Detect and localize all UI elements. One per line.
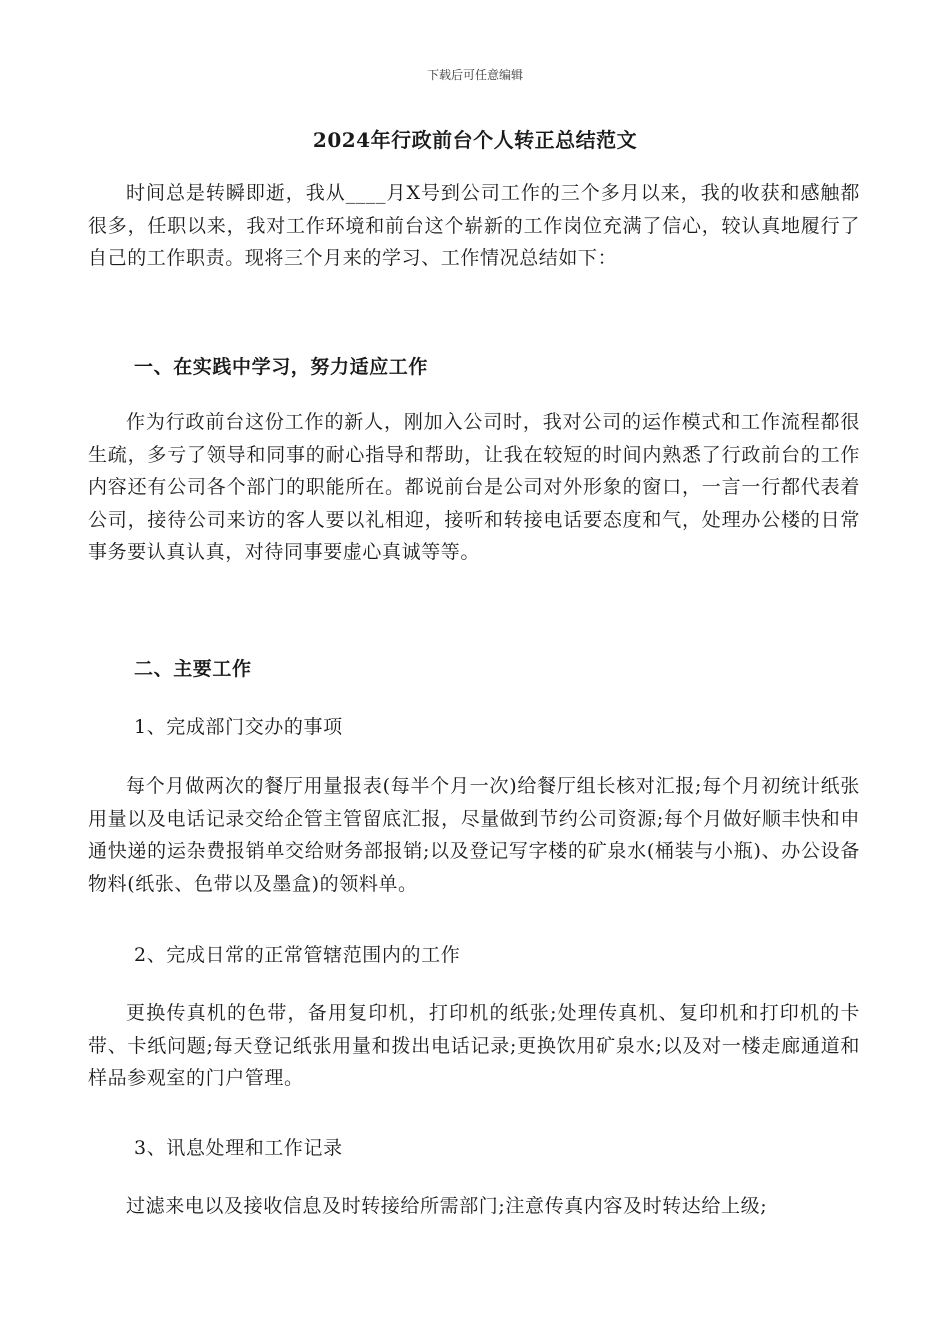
section1-paragraph: 作为行政前台这份工作的新人，刚加入公司时，我对公司的运作模式和工作流程都很生疏，多亏了领导和同事的耐心指导和帮助，让我在较短的时间内熟悉了行政前台的工作内容还有公司各个部门的职能所在。都说前台是公司对外形象的窗口，一言一行都代表着公司，接待公司来访的客人要以礼相迎，接听和转接电话要态度和气，处理办公楼的日常事务要认真认真，对待同事要虚心真诚等等。	[88, 411, 860, 563]
document-title: 2024年行政前台个人转正总结范文	[312, 128, 638, 152]
section2-heading: 二、主要工作	[134, 658, 252, 680]
section2-item1-paragraph: 每个月做两次的餐厅用量报表(每半个月一次)给餐厅组长核对汇报;每个月初统计纸张用量以及电话记录交给企管主管留底汇报，尽量做到节约公司资源;每个月做好顺丰快和申通快递的运杂费报销单交给财务部报销;以及登记写字楼的矿泉水(桶装与小瓶)、办公设备物料(纸张、色带以及墨盒)的领料单。	[88, 775, 860, 895]
header-note: 下载后可任意编辑	[426, 68, 523, 82]
section1-heading: 一、在实践中学习，努力适应工作	[134, 356, 429, 378]
section2-item3-title: 3、讯息处理和工作记录	[134, 1137, 343, 1159]
intro-paragraph: 时间总是转瞬即逝，我从____月X号到公司工作的三个多月以来，我的收获和感触都很多，任职以来，我对工作环境和前台这个崭新的工作岗位充满了信心，较认真地履行了自己的工作职责。现将三个月来的学习、工作情况总结如下：	[88, 182, 860, 269]
section2-item2-title: 2、完成日常的正常管辖范围内的工作	[134, 944, 461, 966]
section2-item3-paragraph: 过滤来电以及接收信息及时转接给所需部门;注意传真内容及时转达给上级;	[126, 1195, 768, 1217]
section2-item2-paragraph: 更换传真机的色带，备用复印机，打印机的纸张;处理传真机、复印机和打印机的卡带、卡纸问题;每天登记纸张用量和拨出电话记录;更换饮用矿泉水;以及对一楼走廊通道和样品参观室的门户管理。	[88, 1002, 860, 1089]
section2-item1-title: 1、完成部门交办的事项	[134, 716, 343, 738]
